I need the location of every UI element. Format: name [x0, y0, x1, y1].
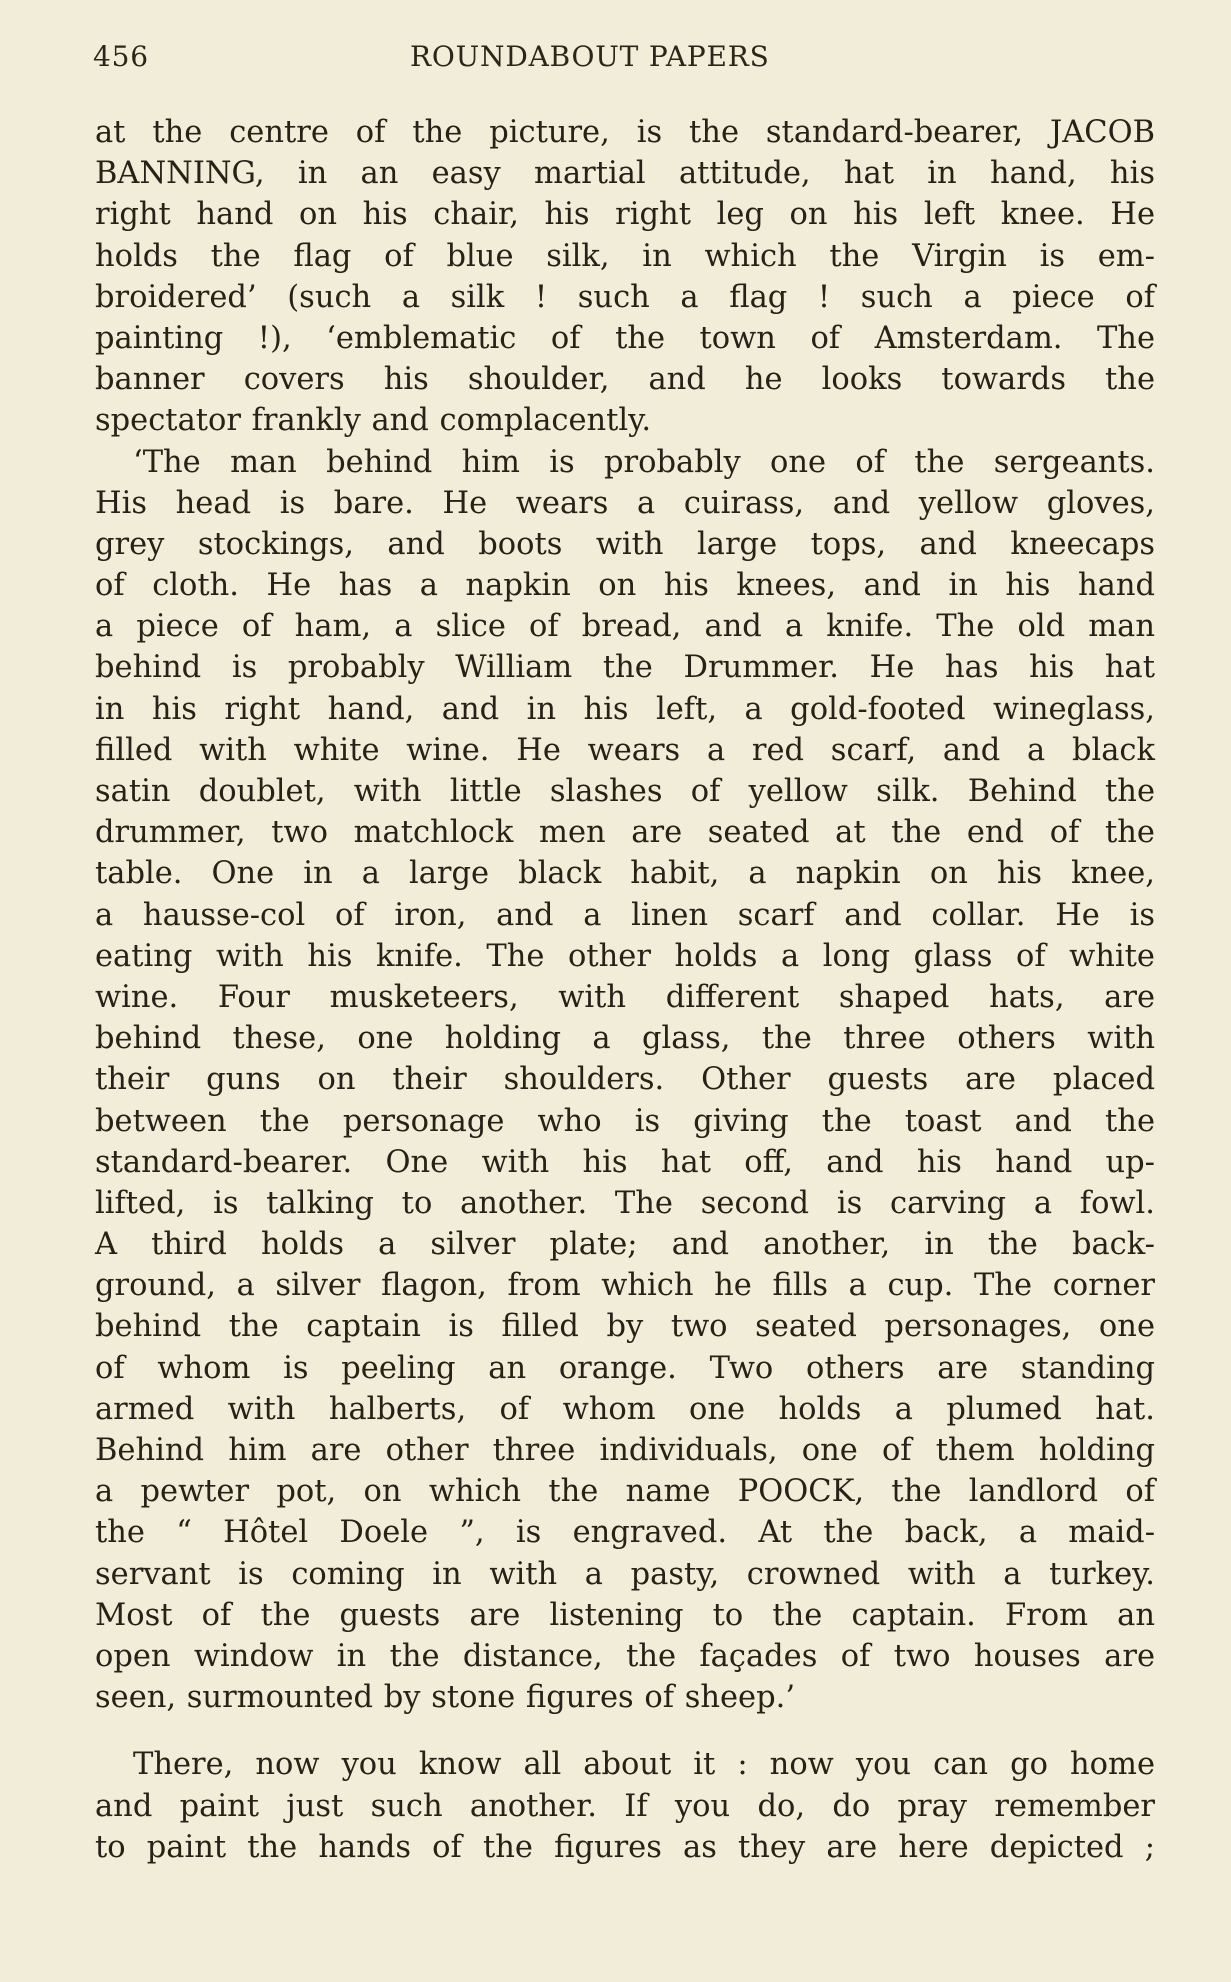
page-number: 456	[93, 40, 149, 73]
text-line: armed with halberts, of whom one holds a plumed hat.	[95, 1391, 1155, 1427]
text-line: Most of the guests are listening to the captain. From an	[95, 1597, 1155, 1633]
text-line: between the personage who is giving the toast and the	[95, 1103, 1155, 1139]
text-line: broidered’ (such a silk ! such a flag ! such a piece of	[95, 279, 1155, 315]
text-line: a pewter pot, on which the name POOCK, the landlord of	[95, 1474, 1155, 1510]
paragraph-1	[95, 112, 1155, 442]
text-line: of whom is peeling an orange. Two others are standing	[95, 1350, 1155, 1386]
text-line: open window in the distance, the façades of two houses are	[95, 1638, 1155, 1674]
text-line: at the centre of the picture, is the standard-bearer, JACOB	[95, 115, 1155, 150]
body-text	[95, 112, 1155, 1868]
text-line: to paint the hands of the figures as they are here depicted ;	[95, 1829, 1155, 1865]
text-line: There, now you know all about it : now you can go home	[133, 1747, 1155, 1783]
text-line: His head is bare. He wears a cuirass, and yellow gloves,	[95, 485, 1155, 521]
text-line: satin doublet, with little slashes of yellow silk. Behind the	[95, 774, 1155, 809]
text-line: ‘The man behind him is probably one of the sergeants.	[133, 444, 1155, 480]
text-line: Behind him are other three individuals, one of them holding	[95, 1433, 1155, 1468]
running-title: ROUNDABOUT PAPERS	[410, 40, 770, 73]
text-line: a hausse-col of iron, and a linen scarf and collar. He is	[95, 897, 1155, 933]
text-line: the “ Hôtel Doele ”, is engraved. At the back, a maid-	[95, 1515, 1155, 1551]
text-line: table. One in a large black habit, a napkin on his knee,	[95, 856, 1155, 892]
text-line: holds the flag of blue silk, in which the Virgin is em-	[95, 238, 1155, 274]
text-line: in his right hand, and in his left, a gold-footed wineglass,	[95, 691, 1155, 727]
text-line: filled with white wine. He wears a red scarf, and a black	[95, 732, 1155, 768]
text-line: spectator frankly and complacently.	[95, 403, 652, 439]
text-line: painting !), ‘emblematic of the town of Amsterdam. The	[95, 320, 1155, 356]
text-line: A third holds a silver plate; and another, in the back-	[95, 1227, 1155, 1263]
paragraph-3	[95, 1744, 1155, 1868]
text-line: servant is coming in with a pasty, crowned with a turkey.	[95, 1556, 1155, 1592]
paragraph-2	[95, 442, 1155, 1719]
text-line: BANNING, in an easy martial attitude, hat in hand, his	[95, 156, 1155, 192]
text-line: wine. Four musketeers, with different shaped hats, are	[95, 979, 1155, 1015]
text-line: right hand on his chair, his right leg on his left knee. He	[95, 197, 1155, 233]
text-line: seen, surmounted by stone figures of sheep.’	[95, 1680, 796, 1716]
text-line: ground, a silver flagon, from which he fills a cup. The corner	[95, 1268, 1155, 1304]
paragraph-gap	[95, 1718, 1155, 1744]
running-head	[93, 40, 1153, 80]
text-line: grey stockings, and boots with large tops, and kneecaps	[95, 526, 1155, 562]
text-line: behind is probably William the Drummer. He has his hat	[95, 650, 1155, 686]
text-line: banner covers his shoulder, and he looks towards the	[95, 362, 1155, 398]
text-line: and paint just such another. If you do, do pray remember	[95, 1788, 1155, 1824]
text-line: eating with his knife. The other holds a long glass of white	[95, 938, 1155, 974]
text-line: their guns on their shoulders. Other guests are placed	[95, 1062, 1155, 1098]
text-line: of cloth. He has a napkin on his knees, and in his hand	[95, 568, 1155, 604]
text-line: lifted, is talking to another. The second is carving a fowl.	[95, 1185, 1155, 1221]
text-line: behind these, one holding a glass, the three others with	[95, 1021, 1155, 1057]
text-line: drummer, two matchlock men are seated at the end of the	[95, 815, 1155, 851]
text-line: a piece of ham, a slice of bread, and a knife. The old man	[95, 609, 1155, 645]
text-line: standard-bearer. One with his hat off, and his hand up-	[95, 1144, 1155, 1180]
text-line: behind the captain is filled by two seated personages, one	[95, 1309, 1155, 1345]
